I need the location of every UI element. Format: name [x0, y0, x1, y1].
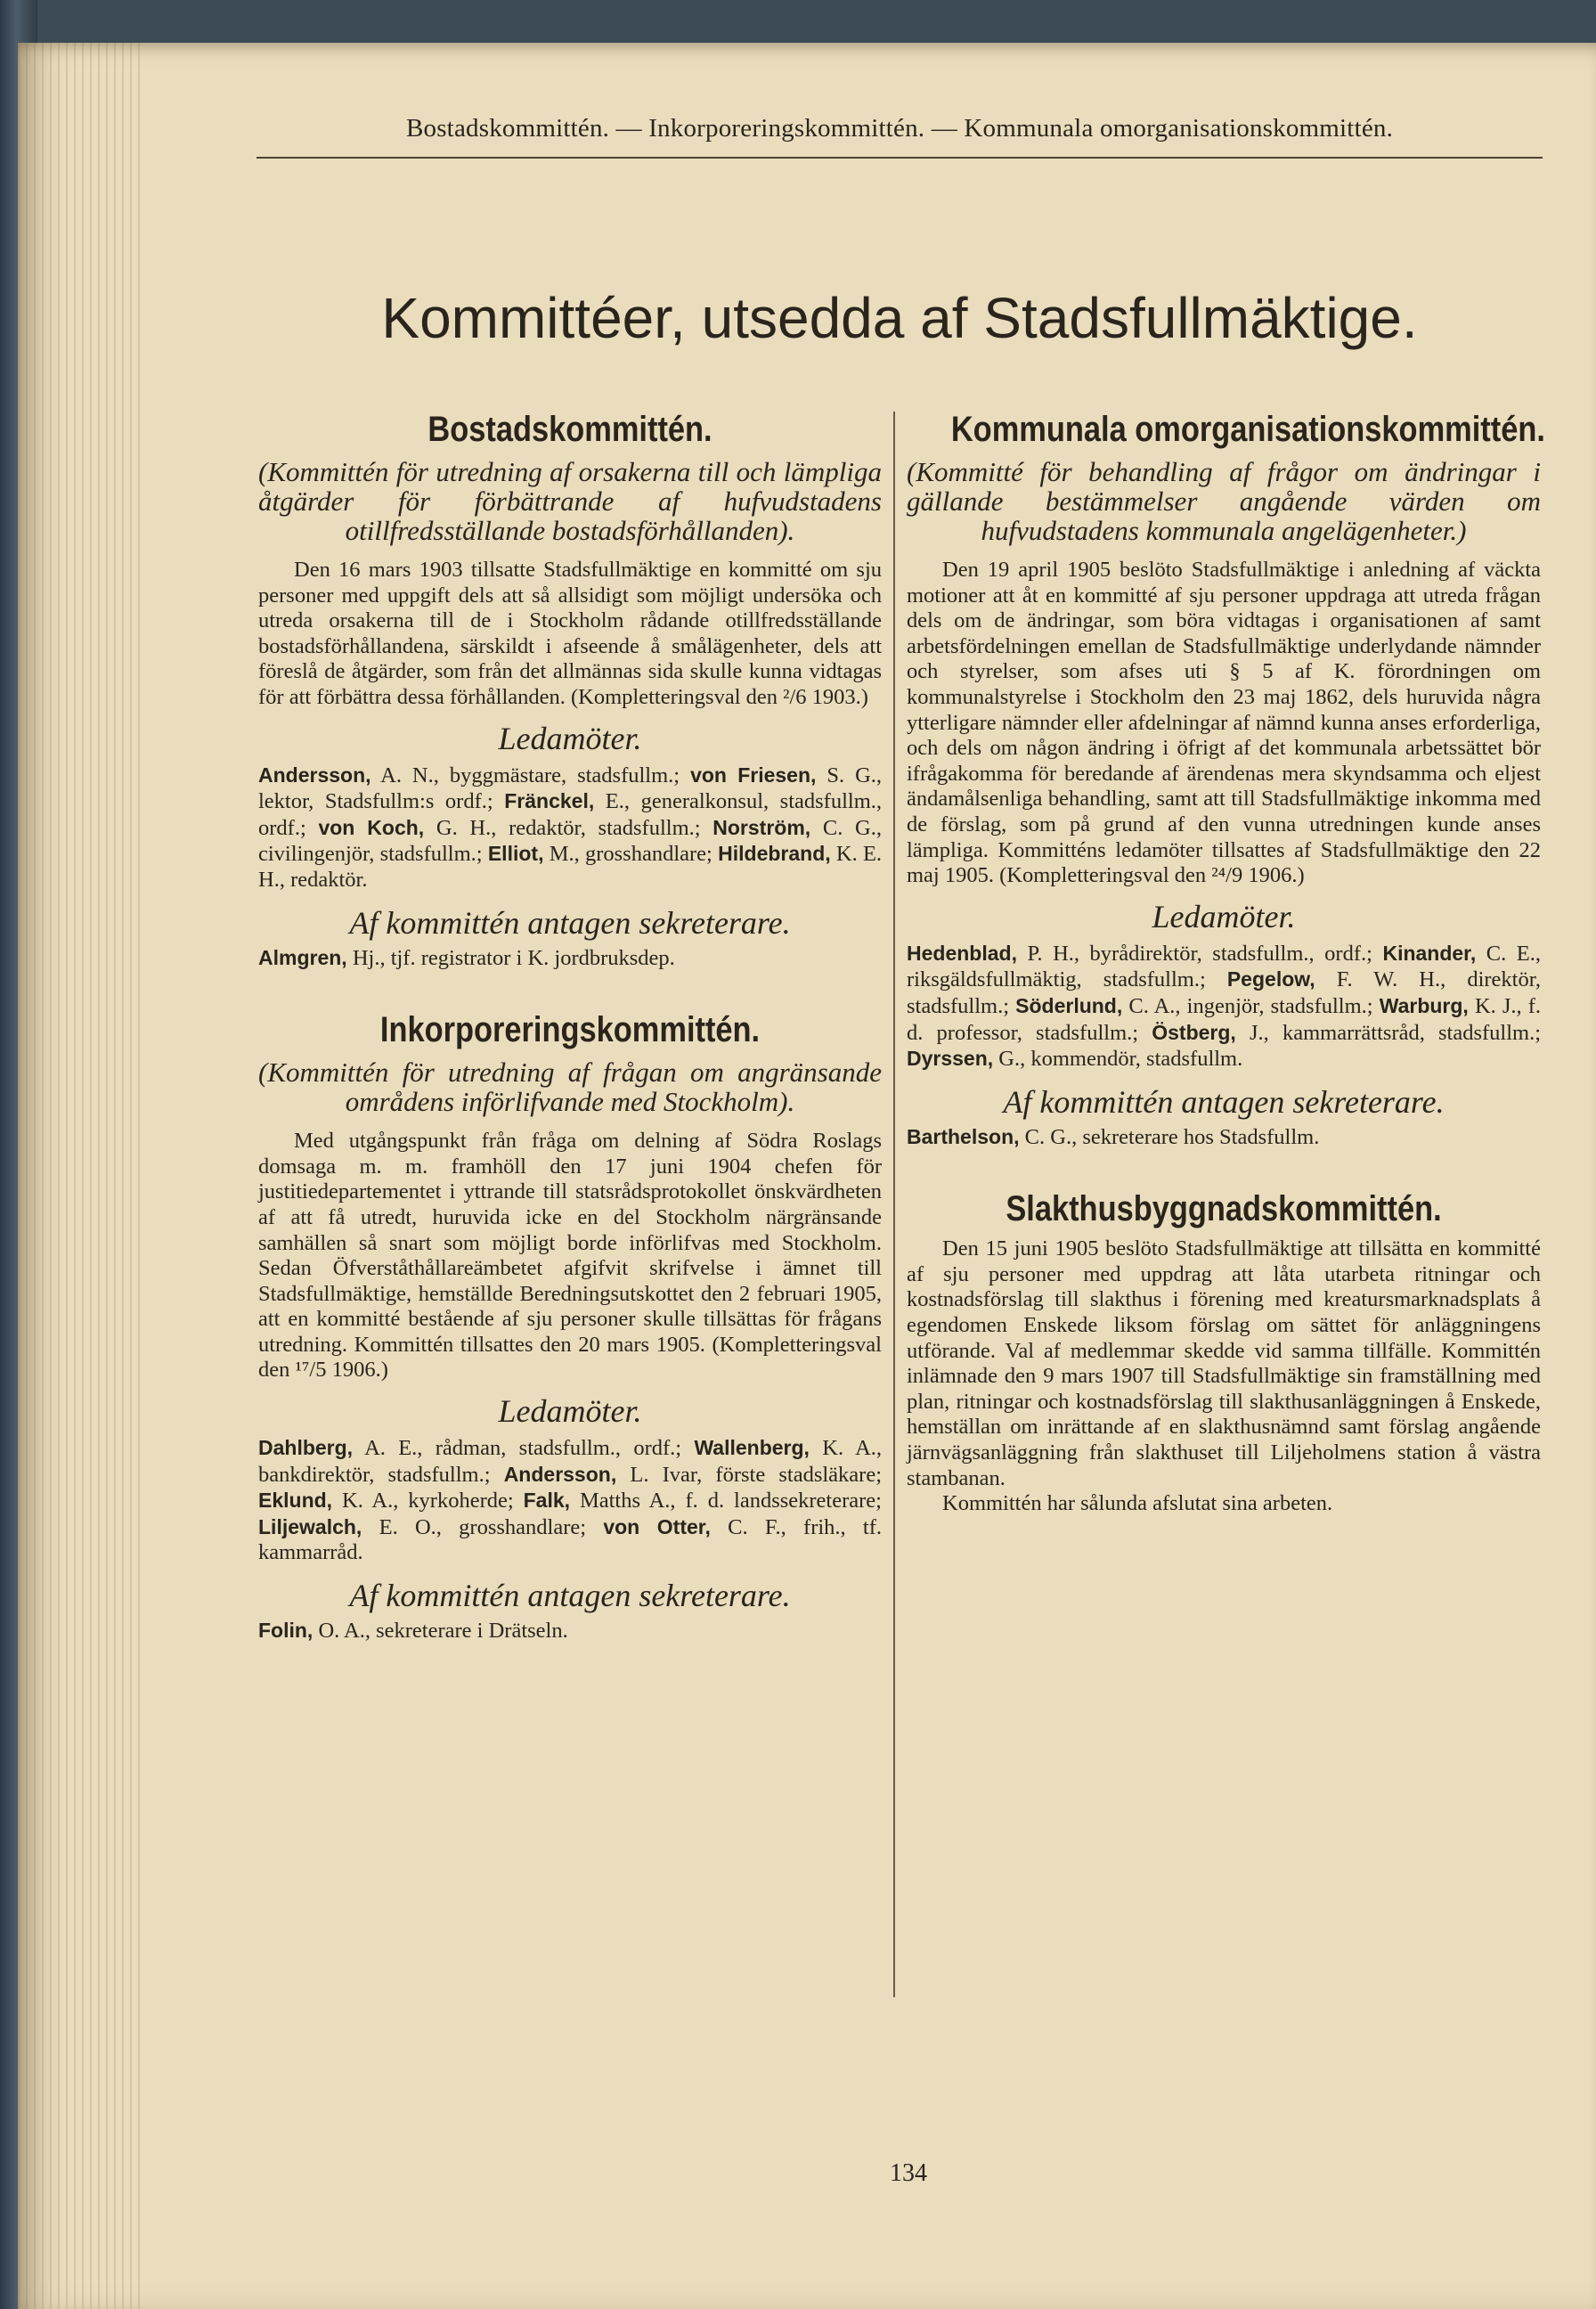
section-body: Den 15 juni 1905 beslöto Stadsfullmäktige att tillsätta en kommitté af sju personer med uppdrag att låta utarbeta ritningar och kostnadsförslag till slakthus i förening med kreatursmarknadsplats å egendomen Enskede liksom förslag om sättet för anläggningens utförande. Val af medlemmar skedde vid samma tillfälle. Kommittén inlämnade den 9 mars 1907 till Stadsfullmäktige sin framställning med plan, ritningar och kostnadsförslag till slakthusanläggningen å Enskede, hemställan om inrättande af en slakthusnämnd samt förslag angående järnvägsanläggning från slakthuset till Liljeholmens station å västra stambanan.	[907, 1236, 1541, 1490]
member-info: J., kammarrättsråd, stadsfullm.;	[1250, 1020, 1542, 1045]
member-info: E., generalkonsul, stadsfullm., ordf.;	[258, 789, 883, 840]
member-name: Fränckel,	[504, 789, 595, 813]
right-column	[907, 410, 1545, 1517]
member-info: C. E., riksgäldsfullmäktig, stadsfullm.;	[907, 941, 1542, 992]
members-heading: Ledamöter.	[1152, 898, 1296, 934]
section-title: Inkorporeringskommittén.	[379, 1010, 761, 1050]
section-closing: Kommittén har sålunda afslutat sina arbeten.	[942, 1491, 1333, 1516]
member-name: Andersson,	[258, 763, 371, 787]
member-name: Hedenblad,	[907, 941, 1017, 965]
member-name: Östberg,	[1152, 1020, 1236, 1044]
member-name: Hildebrand,	[718, 842, 831, 866]
section-body: Den 16 mars 1903 tillsatte Stadsfullmäktige en kommitté om sju personer med uppgift dels att så allsidigt som möjligt undersöka och utreda orsakerna till de i Stockholm rådande otillfredsställande bostadsförhållandena, särskildt i afseende å smålägenheter, dels att föreslå de åtgärder, som från det allmännas sida skulle kunna vidtagas för att förbättra dessa förhållanden. (Kompletteringsval den ²/6 1903.)	[258, 558, 882, 709]
member-name: Wallenberg,	[694, 1436, 810, 1460]
inkorporeringskommitten-section	[258, 1010, 882, 1644]
page-number: 134	[890, 2159, 927, 2187]
members-heading: Ledamöter.	[498, 1393, 642, 1430]
section-subtitle: (Kommittén för utredning af frågan om angränsande områdens införlifvande med Stockholm).	[258, 1057, 882, 1118]
section-subtitle: (Kommittén för utredning af orsakerna till och lämpliga åtgärder för förbättrande af hufvudstadens otillfredsställande bostadsförhållanden).	[258, 456, 882, 546]
member-name: Falk,	[523, 1489, 571, 1513]
section-body: Med utgångspunkt från fråga om delning af Södra Roslags domsaga m. m. framhöll den 17 juni 1904 chefen för justitiedepartementet i yttrande till statsrådsprotokollet önskvärdheten af att få utredt, huruvida icke en del Stockholm närgränsande samhällen så snart som möjligt borde införlifvas med Stockholm. Sedan Öfverståthållareämbetet afgifvit skrifvelse i ämnet till Stadsfullmäktige, hemställde Beredningsutskottet den 2 februari 1905, att en kommitté bestående af sju personer skulle tillsättas för frågans utredning. Kommittén tillsattes den 20 mars 1905. (Kompletteringsval den ¹⁷/5 1906.)	[258, 1129, 882, 1383]
member-info: Matths A., f. d. landssekreterare;	[579, 1489, 882, 1513]
secretary-heading: Af kommittén antagen sekreterare.	[349, 1578, 791, 1614]
section-title: Bostadskommittén.	[428, 410, 712, 449]
members-heading: Ledamöter.	[498, 720, 642, 756]
page-gutter-shadow	[18, 43, 142, 2309]
member-info: K. A., kyrkoherde;	[342, 1489, 514, 1513]
member-info: A. N., byggmästare, stadsfullm.;	[380, 763, 680, 787]
member-info: C. G., civilingenjör, stadsfullm.;	[258, 815, 882, 867]
slakthusbyggnadskommitten-section	[907, 1189, 1541, 1517]
page-title: Kommittéer, utsedda af Stadsfullmäktige.	[381, 286, 1418, 350]
section-subtitle: (Kommitté för behandling af frågor om ändringar i gällande bestämmelser angående värden om hufvudstadens kommunala angelägenheter.)	[907, 456, 1541, 546]
secretary-heading: Af kommittén antagen sekreterare.	[349, 904, 791, 941]
member-info: K. J., f. d. professor, stadsfullm.;	[907, 993, 1542, 1045]
member-info: M., grosshandlare;	[549, 842, 712, 867]
omorganisationskommitten-section	[907, 410, 1545, 1150]
member-name: von Friesen,	[690, 763, 817, 787]
member-name: von Otter,	[603, 1514, 711, 1538]
members-list	[258, 763, 882, 893]
secretary-entry	[907, 1124, 1541, 1151]
column-divider	[893, 412, 895, 1997]
member-info: K. A., bankdirektör, stadsfullm.;	[258, 1436, 883, 1487]
member-name: Liljewalch,	[258, 1514, 362, 1538]
secretary-heading: Af kommittén antagen sekreterare.	[1003, 1083, 1445, 1120]
member-name: Pegelow,	[1226, 967, 1315, 991]
member-info: G. H., redaktör, stadsfullm.;	[436, 815, 701, 840]
section-body: Den 19 april 1905 beslöto Stadsfullmäktige i anledning af väckta motioner att åt en kommitté af sju personer uppdraga att utreda frågan dels om de ändringar, som böra vidtagas i organisationen af samt arbetsfördelningen emellan de Stadsfullmäktige underlydande nämnder och styrelser, som afses uti § 5 af K. förordningen om kommunalstyrelse i Stockholm den 23 maj 1862, dels huruvida några ytterligare nämnder eller afdelningar af nämnd kunna anses erforderliga, och dels om någon ändring i öfrigt af det kommunala arbetssättet bör ifrågakomma för beredande af ärendenas mera skyndsamma och eljest ändamålsenliga behandling, samt att till Stadsfullmäktige inkomma med de förslag, som på grund af den vunna utredningen kunde anses lämpliga. Kommitténs ledamöter tillsattes af Stadsfullmäktige den 22 maj 1905. (Kompletteringsval den ²⁴/9 1906.)	[907, 558, 1541, 888]
secretary-info: Hj., tjf. registrator i K. jordbruksdep.	[352, 945, 675, 970]
member-name: Andersson,	[503, 1462, 617, 1486]
section-gap	[258, 971, 882, 1010]
section-title: Kommunala omorganisationskommittén.	[950, 410, 1545, 449]
secretary-info: C. G., sekreterare hos Stadsfullm.	[1024, 1124, 1320, 1149]
bostadskommitten-section	[258, 410, 882, 971]
member-name: Elliot,	[487, 842, 544, 866]
member-name: Norström,	[712, 815, 811, 839]
member-name: Warburg,	[1379, 993, 1469, 1017]
section-title: Slakthusbyggnadskommittén.	[1006, 1189, 1442, 1229]
member-name: Söderlund,	[1015, 993, 1123, 1017]
member-info: S. G., lektor, Stadsfullm:s ordf.;	[258, 763, 883, 814]
member-name: Eklund,	[258, 1489, 333, 1513]
member-info: A. E., rådman, stadsfullm., ordf.;	[364, 1436, 682, 1461]
members-list	[907, 941, 1541, 1073]
member-info: P. H., byrådirektör, stadsfullm., ordf.;	[1027, 941, 1372, 966]
section-gap	[907, 1150, 1541, 1189]
member-info: G., kommendör, stadsfullm.	[998, 1047, 1243, 1072]
member-info: C. F., frih., tf. kammarråd.	[258, 1514, 883, 1565]
members-list	[258, 1435, 882, 1566]
member-info: L. Ivar, förste stadsläkare;	[630, 1462, 883, 1487]
secretary-name: Barthelson,	[907, 1124, 1020, 1148]
running-head-rule	[256, 157, 1543, 159]
secretary-entry	[258, 1618, 882, 1644]
running-head: Bostadskommittén. — Inkorporeringskommittén. — Kommunala omorganisationskommittén.	[405, 114, 1394, 143]
left-column	[258, 410, 882, 1644]
member-info: E. O., grosshandlare;	[379, 1514, 587, 1539]
member-name: Dyrssen,	[907, 1047, 994, 1071]
member-info: C. A., ingenjör, stadsfullm.;	[1128, 993, 1373, 1018]
member-info: K. E. H., redaktör.	[258, 842, 883, 892]
secretary-entry	[258, 945, 882, 972]
secretary-info: O. A., sekreterare i Drätseln.	[318, 1619, 568, 1644]
member-name: Dahlberg,	[258, 1436, 354, 1460]
member-info: F. W. H., direktör, stadsfullm.;	[907, 967, 1542, 1018]
member-name: Kinander,	[1382, 941, 1477, 965]
secretary-name: Folin,	[258, 1619, 314, 1643]
member-name: von Koch,	[318, 815, 425, 839]
secretary-name: Almgren,	[258, 945, 347, 969]
